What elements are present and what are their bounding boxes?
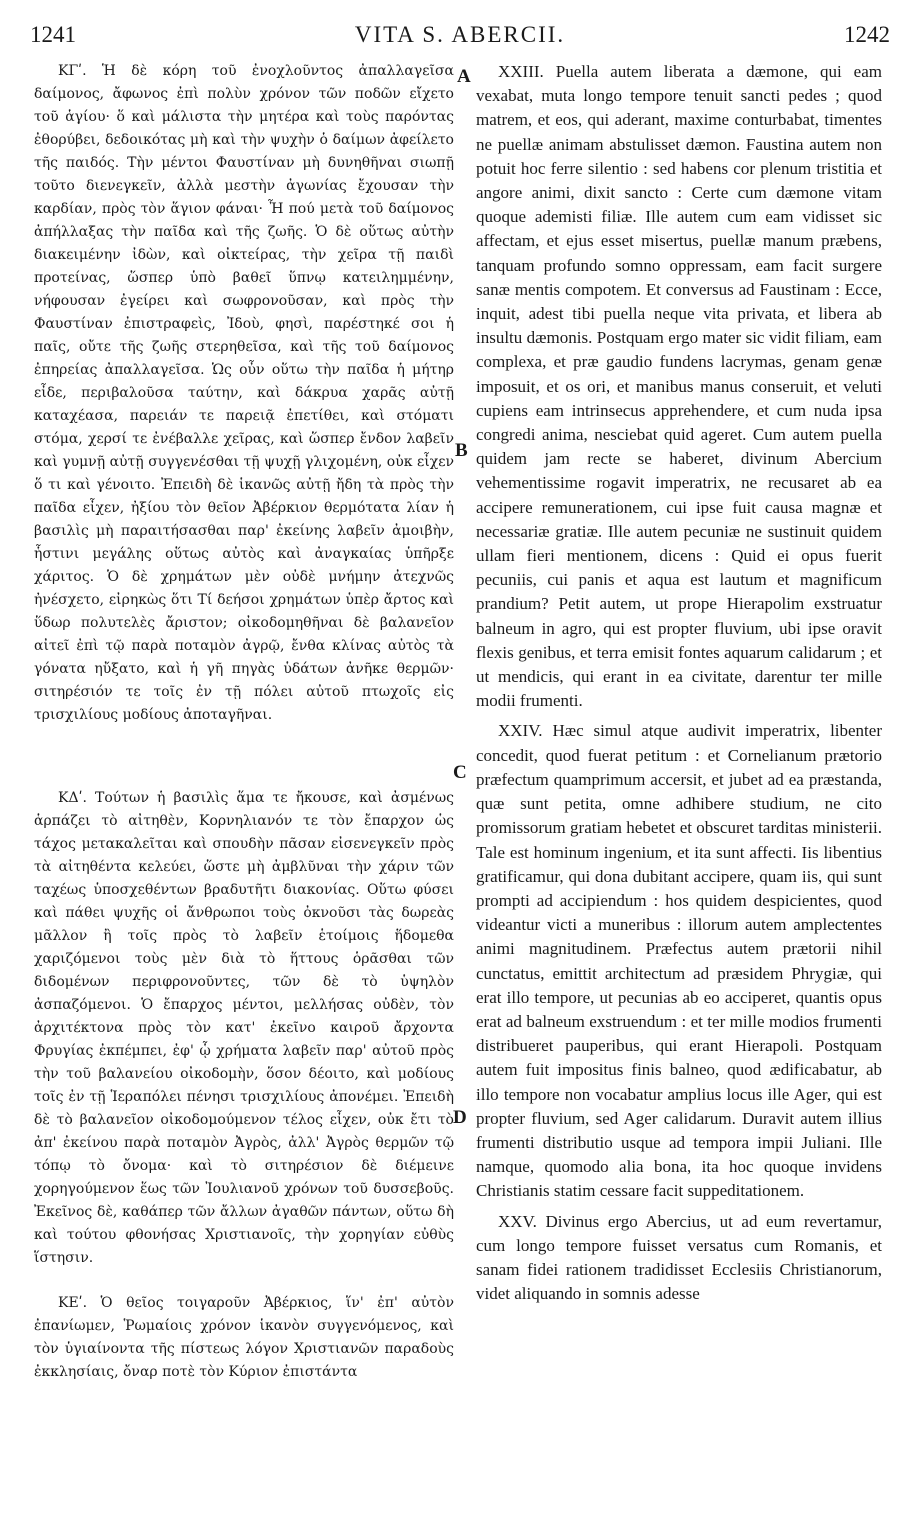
margin-marker-b: B	[455, 440, 468, 461]
latin-column	[476, 60, 882, 1312]
margin-marker-a: A	[457, 66, 471, 87]
greek-section-24: ΚΔʹ. Τούτων ἡ βασιλὶς ἅμα τε ἤκουσε, καὶ ἀσμένως ἁρπάζει τὸ αἰτηθὲν, Κορνηλιανόν τε τὸν ἔπαρχον ὡς τάχος μετακαλεῖται καὶ σπουδὴν πᾶσαν εἰσενεγκεῖν πρὸς τὰ αἰτηθέντα κελεύει, ὥστε μὴ ἀμβλῦναι τὴν χάριν τῶν ταχέως ὑποσχεθέντων βραδυτῆτι διακονίας. Οὕτω φύσει καὶ πάθει ψυχῆς οἱ ἄνθρωποι τοὺς ὀκνοῦσι τὰς δωρεὰς μᾶλλον ἢ τοῖς πρὸς τὸ λαβεῖν ἑτοίμοις ἥδομεθα χαριζόμενοι τοὺς μὲν διὰ τὸ ἥττους ὁρᾶσθαι τῶν διδομένων περιφρονοῦντες, τῶν δὲ τὸ ὑψηλὸν ἀσπαζόμενοι. Ὁ ἔπαρχος μέντοι, μελλήσας οὐδὲν, τὸν ἀρχιτέκτονα πρὸς τὸν κατ' ἐκεῖνο καιροῦ ἄρχοντα Φρυγίας ἐκπέμπει, ἐφ' ᾧ χρήματα λαβεῖν παρ' αὐτοῦ πρὸς τὴν τοῦ βαλανείου οἰκοδομὴν, ὅσον δέοιτο, καὶ μοδίους τοῖς ἐν τῇ Ἱεραπόλει πένησι τρισχιλίους ἀπονέμει. Ἐπειδὴ δὲ τὸ βαλανεῖον οἰκοδομούμενον τέλος εἶχεν, οὐκ ἔτι τὸ ἀπ' ἐκείνου παρὰ ποταμὸν Ἀγρὸς, ἀλλ' Ἀγρὸς θερμῶν τῷ τόπῳ τὸ ὄνομα· καὶ τὸ σιτηρέσιον δὲ διέμεινε χορηγούμενον ἕως τῶν Ἰουλιανοῦ χρόνων τοῦ δυσσεβοῦς. Ἐκεῖνος δὲ, καθάπερ τῶν ἄλλων ἀγαθῶν πάντων, οὕτω δὴ καὶ τούτου φθονήσας Χριστιανοῖς, τὴν χορηγίαν εὐθὺς ἵστησιν.	[34, 790, 454, 1266]
margin-marker-c: C	[453, 762, 467, 783]
latin-section-25: XXV. Divinus ergo Abercius, ut ad eum revertamur, cum longo tempore fuisset versatus cum Romanis, et sanam fidei rationem tradidisset Ecclesiis Christianorum, videt aliquando in somnis adesse	[476, 1211, 882, 1304]
latin-section-23: XXIII. Puella autem liberata a dæmone, qui eam vexabat, muta longo tempore tenuit sancti pedes ; quod matrem, et eos, qui aderant, maxime conturbabat, timentes ne puellæ animam abstulisset dæmon. Faustina autem non potuit hoc ferre silentio : sed habens cor plenum tristitia et angore animi, dixit sancto : Certe cum dæmone vitam quoque ademisti filiæ. Ille autem cum eam vidisset sic affectam, et ejus esset misertus, puellæ manum præbens, tanquam profundo somno oppressam, eam facit surgere sanæ mentis compotem. Et conversus ad Faustinam : Ecce, inquit, adest tibi puella neque vita privata, et libera ab insultu dæmonis. Postquam ergo mater sic vidit filiam, eam complexa, et præ gaudio fundens lacrymas, genam genæ imposuit, et os ori, et manibus manus conseruit, et veluti cupiens eam intrinsecus apprehendere, et cum nuda ipsa congredi anima, nesciebat quid ageret. Cum autem puella quidem jam recte se haberet, divinum Abercium vehementissime rogavit imperatrix, ne recusaret ab ea accipere remunerationem, cui ipse fuit causa magnæ et necessariæ gratiæ. Ille autem pecuniæ ne sustinuit quidem ullam fieri mentionem, dicens : Quid ei opus fuerit pecuniis, cui panis et aqua est lautum et magnificum prandium? Petit autem, ut prope Hierapolim exstruatur balneum in agro, qui est propter fluvium, ubi ipse oravit flexis genibus, et terra emisit fontes aquarum calidarum ; et ut mendicis, qui erant in ea civitate, darentur ter mille modii frumenti.	[476, 62, 882, 711]
right-page-number: 1242	[844, 22, 890, 47]
greek-section-25: ΚΕʹ. Ὁ θεῖος τοιγαροῦν Ἀβέρκιος, ἵν' ἐπ' αὐτὸν ἐπανίωμεν, Ῥωμαίοις χρόνον ἱκανὸν συγγενόμενος, καὶ τὸν ὑγιαίνοντα τῆς πίστεως λόγον Χριστιανῶν παραδοὺς ἐκκλησίαις, ὄναρ ποτὲ τὸν Κύριον ἐπιστάντα	[34, 1295, 454, 1380]
margin-marker-d: D	[453, 1107, 467, 1128]
greek-column	[34, 60, 454, 1406]
greek-section-23: ΚΓʹ. Ἡ δὲ κόρη τοῦ ἐνοχλοῦντος ἀπαλλαγεῖσα δαίμονος, ἄφωνος ἐπὶ πολὺν χρόνον τῶν ποδῶν εἴχετο τοῦ ἁγίου· ὅ καὶ μάλιστα τὴν μητέρα καὶ τοὺς παρόντας ἐθορύβει, δεδοικότας μὴ καὶ τὴν ψυχὴν ὁ δαίμων ἀφείλετο τῆς παιδός. Τὴν μέντοι Φαυστίναν μὴ δυνηθῆναι σιωπῇ τοῦτο διενεγκεῖν, ἀλλὰ μεστὴν ἀγωνίας ἔχουσαν τὴν καρδίαν, πρὸς τὸν ἅγιον φάναι· Ἦ πού μετὰ τοῦ δαίμονος ἀπήλλαξας τὴν παῖδα καὶ τῆς ζωῆς. Ὁ δὲ οὕτως αὐτὴν διακειμένην ἰδὼν, καὶ οἰκτείρας, τὴν χεῖρα τῇ παιδὶ προτείνας, ὥσπερ ὑπὸ βαθεῖ ὕπνῳ κατειλημμένην, νήφουσαν ἐγείρει καὶ σωφρονοῦσαν, καὶ πρὸς τὴν Φαυστίναν ἐπιστραφεὶς, Ἰδοὺ, φησὶ, παρέστηκέ σοι ἡ παῖς, οὔτε τῆς ζωῆς στερηθεῖσα, καὶ τῆς τοῦ δαίμονος ἐπηρείας ἀπαλλαγεῖσα. Ὡς οὖν οὕτω τὴν παῖδα ἡ μήτηρ εἶδε, περιβαλοῦσα ταύτην, καὶ δάκρυα χαρᾶς αὐτῇ καταχέασα, παρειάν τε παρειᾷ ἐπετίθει, καὶ στόματι στόμα, χερσί τε ἐνέβαλλε χεῖρας, καὶ ὥσπερ ἔνδον λαβεῖν καὶ γυμνῇ αὐτῇ συγγενέσθαι τῇ ψυχῇ γλιχομένη, οὐκ εἶχεν ὅ τι καὶ γένοιτο. Ἐπειδὴ δὲ ἱκανῶς αὐτῇ ἤδη τὰ πρὸς τὴν παῖδα εἶχεν, ἠξίου τὸν θεῖον Ἀβέρκιον θερμότατα λίαν ἡ βασιλὶς μὴ παραιτήσασθαι παρ' ἐκείνης λαβεῖν ἀμοιβὴν, ἧστινι μεγάλης οὕτως αὐτὸς καὶ ἀναγκαίας ὑπῆρξε χάριτος. Ὁ δὲ χρημάτων μὲν οὐδὲ μνήμην ἀτεχνῶς ἠνέσχετο, εἰρηκὼς ὅτι Τί δεήσοι χρημάτων ὑπὲρ ἄρτος καὶ ὕδωρ πολυτελὲς ἄριστον; οἰκοδομηθῆναι δὲ βαλανεῖον αἰτεῖ ἐπὶ τῷ παρὰ ποταμὸν ἀγρῷ, ἔνθα κλίνας αὐτὸς τὰ γόνατα ηὔξατο, καὶ ἡ γῆ πηγὰς ὑδάτων ἀνῆκε θερμῶν· σιτηρέσιόν τε τοῖς ἐν τῇ πόλει αὐτοῦ πτωχοῖς εἰς τρισχιλίους μοδίους ἀποταγῆναι.	[34, 63, 454, 723]
running-title: VITA S. ABERCII.	[354, 22, 566, 47]
latin-section-24: XXIV. Hæc simul atque audivit imperatrix, libenter concedit, quod fuerat petitum : et Cornelianum prætorio præfectum quamprimum accersit, et jubet ad ea præstanda, quæ sunt petita, omne adhibere studium, ne cito promissorum gratiam hebetet et obscuret tarditas ministerii. Tale est hominum ingenium, et ita sunt affecti. Iis libentius gratificamur, qui dona dubitant accipere, quam iis, qui sunt prompti ad accipiendum : hos quidem despicientes, quod videantur victi a muneribus : illorum autem amplectentes animi magnitudinem. Præfectus autem prætorii nihil cunctatus, emittit architectum ad præsidem Phrygiæ, qui erat illo tempore, ut pecunias ab eo acciperet, quantis opus erat ad balneum exstruendum : et ter mille modios frumenti distribueret pauperibus, qui erant Hierapoli. Postquam autem fuit impositus finis balneo, quod ædificabatur, ab illo tempore non vocabatur amplius locus ille Ager, qui est propter fluvium, sed Ager calidarum. Duravit autem illius frumenti distributio usque ad tempora impii Juliani. Ille namque, quomodo alia bona, ita hoc quoque invidens Christianis statim cessare facit suppeditationem.	[476, 721, 882, 1201]
left-page-number: 1241	[30, 22, 76, 47]
running-header	[30, 22, 890, 52]
